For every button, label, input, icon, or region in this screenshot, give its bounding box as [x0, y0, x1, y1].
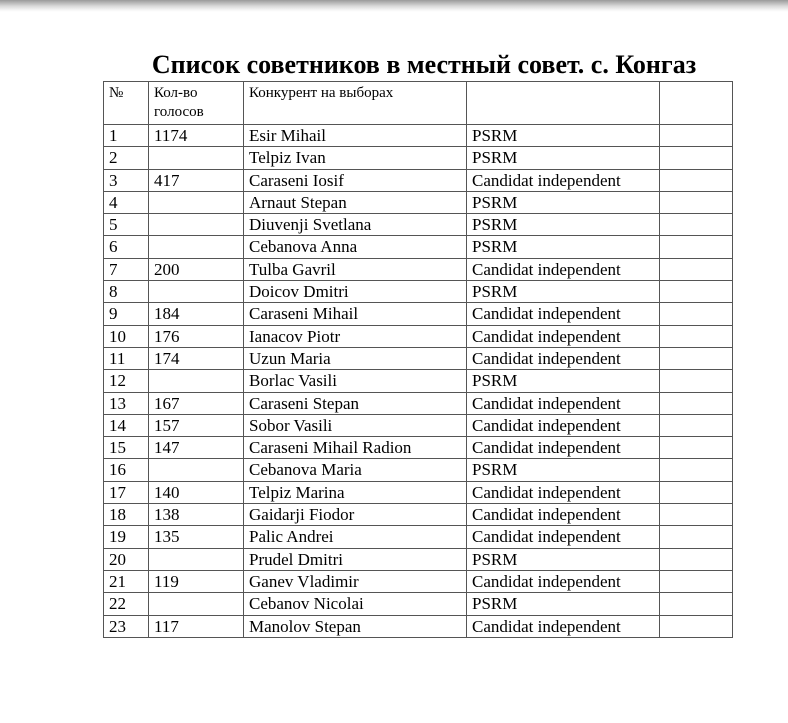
cell-extra: [660, 593, 733, 615]
table-header-row: [104, 82, 733, 125]
table-row: [104, 214, 733, 236]
candidates-table: [103, 81, 733, 638]
cell-candidate: Borlac Vasili: [244, 370, 467, 392]
cell-extra: [660, 125, 733, 147]
cell-party: Candidat independent: [467, 325, 660, 347]
cell-party: PSRM: [467, 548, 660, 570]
cell-extra: [660, 459, 733, 481]
cell-party: Candidat independent: [467, 570, 660, 592]
header-extra: [660, 82, 733, 125]
cell-votes: 157: [149, 414, 244, 436]
table-row: [104, 593, 733, 615]
cell-extra: [660, 548, 733, 570]
cell-votes: 147: [149, 437, 244, 459]
cell-number: 1: [104, 125, 149, 147]
cell-party: Candidat independent: [467, 414, 660, 436]
cell-extra: [660, 258, 733, 280]
cell-candidate: Telpiz Ivan: [244, 147, 467, 169]
cell-number: 11: [104, 347, 149, 369]
cell-votes: [149, 593, 244, 615]
cell-party: Candidat independent: [467, 504, 660, 526]
cell-votes: [149, 281, 244, 303]
cell-candidate: Cebanov Nicolai: [244, 593, 467, 615]
cell-party: PSRM: [467, 236, 660, 258]
cell-candidate: Arnaut Stepan: [244, 191, 467, 213]
cell-number: 10: [104, 325, 149, 347]
cell-number: 2: [104, 147, 149, 169]
header-party: [467, 82, 660, 125]
cell-party: PSRM: [467, 459, 660, 481]
table-row: [104, 325, 733, 347]
cell-candidate: Uzun Maria: [244, 347, 467, 369]
cell-extra: [660, 392, 733, 414]
table-row: [104, 147, 733, 169]
cell-party: PSRM: [467, 214, 660, 236]
cell-extra: [660, 281, 733, 303]
cell-candidate: Ganev Vladimir: [244, 570, 467, 592]
cell-number: 15: [104, 437, 149, 459]
cell-party: PSRM: [467, 370, 660, 392]
cell-candidate: Telpiz Marina: [244, 481, 467, 503]
table-row: [104, 258, 733, 280]
cell-number: 22: [104, 593, 149, 615]
cell-number: 19: [104, 526, 149, 548]
cell-number: 17: [104, 481, 149, 503]
cell-extra: [660, 214, 733, 236]
cell-party: Candidat independent: [467, 258, 660, 280]
cell-extra: [660, 347, 733, 369]
cell-party: Candidat independent: [467, 481, 660, 503]
cell-candidate: Caraseni Mihail Radion: [244, 437, 467, 459]
window-top-shadow: [0, 0, 788, 12]
cell-extra: [660, 504, 733, 526]
table-row: [104, 526, 733, 548]
cell-candidate: Manolov Stepan: [244, 615, 467, 637]
cell-number: 23: [104, 615, 149, 637]
cell-candidate: Diuvenji Svetlana: [244, 214, 467, 236]
cell-extra: [660, 370, 733, 392]
cell-number: 14: [104, 414, 149, 436]
cell-party: PSRM: [467, 191, 660, 213]
table-row: [104, 392, 733, 414]
cell-party: PSRM: [467, 147, 660, 169]
cell-votes: 167: [149, 392, 244, 414]
cell-candidate: Caraseni Iosif: [244, 169, 467, 191]
cell-candidate: Ianacov Piotr: [244, 325, 467, 347]
cell-extra: [660, 414, 733, 436]
cell-extra: [660, 437, 733, 459]
cell-party: Candidat independent: [467, 303, 660, 325]
cell-extra: [660, 191, 733, 213]
cell-party: PSRM: [467, 281, 660, 303]
cell-candidate: Esir Mihail: [244, 125, 467, 147]
cell-candidate: Tulba Gavril: [244, 258, 467, 280]
cell-extra: [660, 526, 733, 548]
header-candidate: Конкурент на выборах: [244, 82, 467, 125]
table-row: [104, 504, 733, 526]
header-number: №: [104, 82, 149, 125]
cell-extra: [660, 615, 733, 637]
cell-votes: [149, 548, 244, 570]
cell-candidate: Palic Andrei: [244, 526, 467, 548]
cell-votes: 138: [149, 504, 244, 526]
table-row: [104, 236, 733, 258]
cell-votes: 176: [149, 325, 244, 347]
cell-extra: [660, 303, 733, 325]
cell-number: 8: [104, 281, 149, 303]
table-row: [104, 548, 733, 570]
cell-number: 12: [104, 370, 149, 392]
cell-party: Candidat independent: [467, 437, 660, 459]
table-row: [104, 570, 733, 592]
cell-candidate: Caraseni Mihail: [244, 303, 467, 325]
header-votes: Кол-во голосов: [149, 82, 244, 125]
cell-candidate: Cebanova Maria: [244, 459, 467, 481]
table-row: [104, 414, 733, 436]
cell-number: 20: [104, 548, 149, 570]
table-row: [104, 303, 733, 325]
table-row: [104, 125, 733, 147]
cell-number: 7: [104, 258, 149, 280]
cell-number: 21: [104, 570, 149, 592]
cell-candidate: Doicov Dmitri: [244, 281, 467, 303]
cell-votes: [149, 370, 244, 392]
cell-votes: 117: [149, 615, 244, 637]
cell-candidate: Sobor Vasili: [244, 414, 467, 436]
cell-votes: 184: [149, 303, 244, 325]
cell-number: 18: [104, 504, 149, 526]
cell-party: PSRM: [467, 125, 660, 147]
cell-votes: [149, 459, 244, 481]
cell-party: PSRM: [467, 593, 660, 615]
cell-extra: [660, 169, 733, 191]
cell-extra: [660, 325, 733, 347]
cell-number: 16: [104, 459, 149, 481]
cell-number: 4: [104, 191, 149, 213]
cell-votes: 135: [149, 526, 244, 548]
table-row: [104, 281, 733, 303]
cell-party: Candidat independent: [467, 526, 660, 548]
cell-votes: [149, 147, 244, 169]
cell-votes: 417: [149, 169, 244, 191]
cell-party: Candidat independent: [467, 392, 660, 414]
cell-extra: [660, 236, 733, 258]
cell-party: Candidat independent: [467, 615, 660, 637]
cell-candidate: Prudel Dmitri: [244, 548, 467, 570]
cell-votes: [149, 214, 244, 236]
table-row: [104, 169, 733, 191]
cell-votes: 119: [149, 570, 244, 592]
cell-votes: [149, 236, 244, 258]
table-row: [104, 459, 733, 481]
table-row: [104, 481, 733, 503]
cell-number: 6: [104, 236, 149, 258]
cell-number: 5: [104, 214, 149, 236]
cell-party: Candidat independent: [467, 347, 660, 369]
table-row: [104, 370, 733, 392]
page-title: Список советников в местный совет. с. Конгаз: [151, 50, 697, 79]
table-row: [104, 347, 733, 369]
cell-number: 9: [104, 303, 149, 325]
table-row: [104, 191, 733, 213]
cell-votes: [149, 191, 244, 213]
cell-extra: [660, 570, 733, 592]
table-row: [104, 615, 733, 637]
cell-votes: 200: [149, 258, 244, 280]
cell-candidate: Caraseni Stepan: [244, 392, 467, 414]
cell-candidate: Cebanova Anna: [244, 236, 467, 258]
cell-extra: [660, 147, 733, 169]
cell-number: 3: [104, 169, 149, 191]
cell-votes: 174: [149, 347, 244, 369]
table-row: [104, 437, 733, 459]
cell-extra: [660, 481, 733, 503]
cell-votes: 140: [149, 481, 244, 503]
cell-candidate: Gaidarji Fiodor: [244, 504, 467, 526]
cell-number: 13: [104, 392, 149, 414]
cell-votes: 1174: [149, 125, 244, 147]
cell-party: Candidat independent: [467, 169, 660, 191]
